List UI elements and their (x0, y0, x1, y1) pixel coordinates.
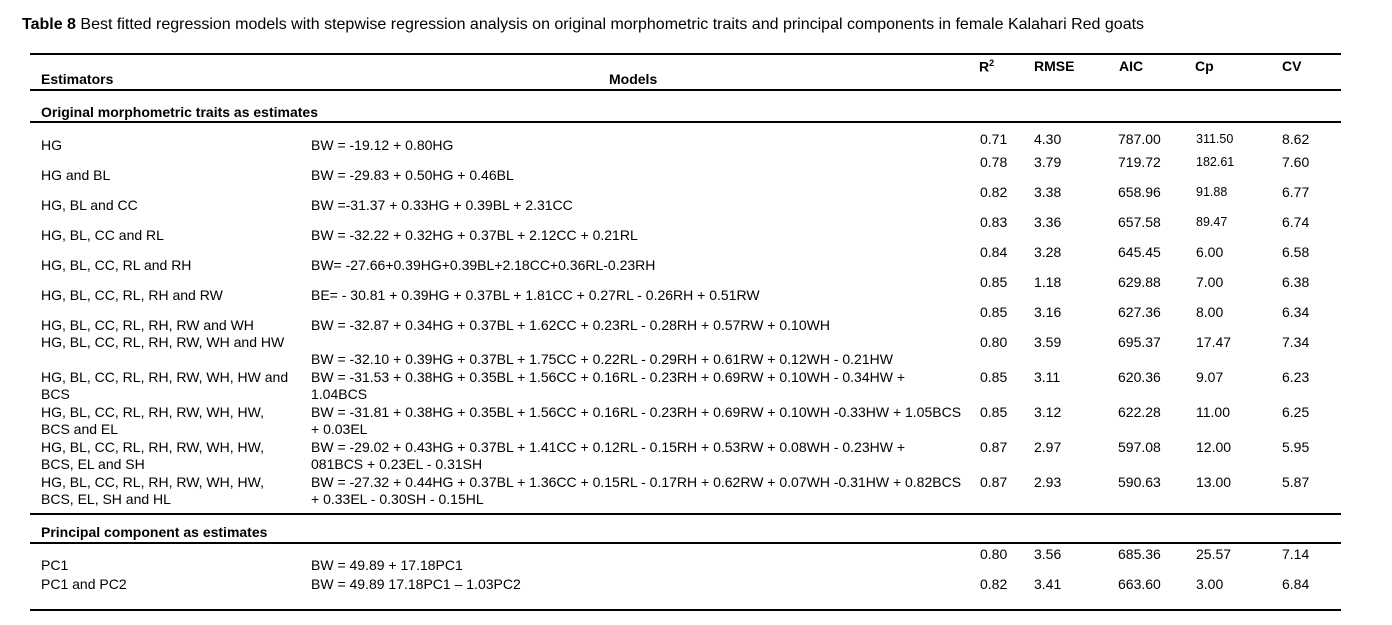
table-row-cp: 89.47 (1196, 215, 1228, 229)
table-row-cv: 7.34 (1282, 334, 1310, 350)
table-row-model: BW = -31.53 + 0.38HG + 0.35BL + 1.56CC + 0.16RL - 0.23RH + 0.69RW + 0.10WH - 0.34HW + 1.04BCS (311, 369, 906, 402)
table-row-model: BW = -29.02 + 0.43HG + 0.37BL + 1.41CC + 0.12RL - 0.15RH + 0.53RW + 0.08WH - 0.23HW + 081BCS + 0.23EL - 0.31SH (311, 439, 906, 472)
table-row-r2: 0.85 (980, 304, 1008, 320)
table-row-estimator: PC1 (41, 557, 69, 573)
table-row-cv: 6.77 (1282, 184, 1310, 200)
table-row-estimator: HG and BL (41, 167, 111, 183)
table-row-rmse: 3.11 (1034, 369, 1061, 385)
header-rmse: RMSE (1034, 58, 1075, 74)
top-rule-thick (30, 53, 1341, 55)
table-row-r2: 0.80 (980, 334, 1008, 350)
table-row-cv: 5.87 (1282, 474, 1310, 490)
table-row-aic: 629.88 (1118, 274, 1161, 290)
table-row-rmse: 3.38 (1034, 184, 1062, 200)
table-row-r2: 0.85 (980, 369, 1008, 385)
header-aic: AIC (1119, 58, 1144, 74)
table-row-cp: 13.00 (1196, 474, 1232, 490)
table-row-cp: 3.00 (1196, 576, 1224, 592)
table-row-cv: 6.34 (1282, 304, 1310, 320)
table-row-aic: 645.45 (1118, 244, 1161, 260)
table-row-rmse: 3.16 (1034, 304, 1062, 320)
table-row-rmse: 2.93 (1034, 474, 1062, 490)
table-row-r2: 0.85 (980, 404, 1008, 420)
table-row-estimator: HG, BL and CC (41, 197, 138, 213)
table-row-model: BW = -32.87 + 0.34HG + 0.37BL + 1.62CC + 0.23RL - 0.28RH + 0.57RW + 0.10WH (311, 317, 830, 333)
table-row-cv: 6.23 (1282, 369, 1310, 385)
table-row-estimator: HG, BL, CC, RL, RH, RW, WH, HW, BCS, EL and SH (41, 439, 264, 472)
header-estimators: Estimators (41, 71, 114, 87)
table-row-rmse: 3.41 (1034, 576, 1062, 592)
table-row-cv: 6.25 (1282, 404, 1310, 420)
table-row-r2: 0.84 (980, 244, 1008, 260)
table-row-rmse: 3.12 (1034, 404, 1062, 420)
table-row-aic: 719.72 (1118, 154, 1161, 170)
table-row-cp: 12.00 (1196, 439, 1232, 455)
section2-rule (30, 542, 1341, 544)
header-rule (30, 89, 1341, 91)
table-row-estimator: HG, BL, CC, RL, RH, RW, WH, HW, BCS and EL (41, 404, 264, 437)
table-row-rmse: 1.18 (1034, 274, 1062, 290)
table-row-estimator: HG, BL, CC, RL, RH, RW, WH, HW, BCS, EL, SH and HL (41, 474, 264, 507)
table-row-aic: 620.36 (1118, 369, 1161, 385)
table-row-model: BW = -32.22 + 0.32HG + 0.37BL + 2.12CC + 0.21RL (311, 227, 638, 243)
header-r2 (979, 58, 994, 75)
table-row-aic: 627.36 (1118, 304, 1161, 320)
table-row-estimator: HG (41, 137, 62, 153)
table-row-model: BW= -27.66+0.39HG+0.39BL+2.18CC+0.36RL-0.23RH (311, 257, 656, 273)
table-caption-label: Table 8 (22, 16, 76, 33)
table-row-rmse: 4.30 (1034, 131, 1062, 147)
table-row-model: BW = 49.89 + 17.18PC1 (311, 557, 463, 573)
table-row-cp: 311.50 (1196, 132, 1234, 146)
table-row-rmse: 3.36 (1034, 214, 1062, 230)
table-row-cv: 7.60 (1282, 154, 1310, 170)
table-row-r2: 0.87 (980, 439, 1008, 455)
table-row-r2: 0.82 (980, 576, 1008, 592)
table-row-estimator: HG, BL, CC, RL, RH and RW (41, 287, 223, 303)
table-row-model: BW =-31.37 + 0.33HG + 0.39BL + 2.31CC (311, 197, 573, 213)
table-row-estimator: PC1 and PC2 (41, 576, 127, 592)
table-row-rmse: 3.56 (1034, 546, 1062, 562)
table-row-aic: 695.37 (1118, 334, 1161, 350)
table-row-estimator: HG, BL, CC, RL and RH (41, 257, 192, 273)
table-row-cv: 6.58 (1282, 244, 1310, 260)
table-row-cp: 17.47 (1196, 334, 1232, 350)
table-row-r2: 0.71 (980, 131, 1008, 147)
table-row-r2: 0.85 (980, 274, 1008, 290)
table-row-aic: 590.63 (1118, 474, 1161, 490)
table-row-cv: 6.84 (1282, 576, 1310, 592)
table-row-cv: 8.62 (1282, 131, 1310, 147)
table-row-aic: 657.58 (1118, 214, 1161, 230)
table-row-r2: 0.78 (980, 154, 1008, 170)
section2-top-rule (30, 513, 1341, 515)
table-row-cv: 7.14 (1282, 546, 1310, 562)
table-row-estimator: HG, BL, CC, RL, RH, RW, WH, HW and BCS (41, 369, 289, 402)
table-row-model: BW = -19.12 + 0.80HG (311, 137, 454, 153)
table-row-cp: 6.00 (1196, 244, 1224, 260)
section-principal-title: Principal component as estimates (41, 524, 268, 540)
table-row-model: BW = -27.32 + 0.44HG + 0.37BL + 1.36CC + 0.15RL - 0.17RH + 0.62RW + 0.07WH -0.31HW + 0.82BCS + 0.33EL - 0.30SH - 0.15HL (311, 474, 962, 507)
table-row-r2: 0.87 (980, 474, 1008, 490)
table-row-estimator: HG, BL, CC, RL, RH, RW and WH (41, 317, 254, 333)
table-row-cv: 5.95 (1282, 439, 1310, 455)
table-row-cp: 9.07 (1196, 369, 1224, 385)
table-row-r2: 0.80 (980, 546, 1008, 562)
table-row-cp: 7.00 (1196, 274, 1224, 290)
table-row-cp: 8.00 (1196, 304, 1224, 320)
table-row-model: BW = 49.89 17.18PC1 – 1.03PC2 (311, 576, 521, 592)
table-row-model: BW = -31.81 + 0.38HG + 0.35BL + 1.56CC + 0.16RL - 0.23RH + 0.69RW + 0.10WH -0.33HW + 1.05BCS + 0.03EL (311, 404, 962, 437)
table-row-r2: 0.83 (980, 214, 1008, 230)
table-row-aic: 685.36 (1118, 546, 1161, 562)
table-row-model: BW = -32.10 + 0.39HG + 0.37BL + 1.75CC + 0.22RL - 0.29RH + 0.61RW + 0.12WH - 0.21HW (311, 351, 893, 367)
table-row-aic: 597.08 (1118, 439, 1161, 455)
table-row-cp: 25.57 (1196, 546, 1232, 562)
table-row-model: BW = -29.83 + 0.50HG + 0.46BL (311, 167, 514, 183)
table-row-cv: 6.38 (1282, 274, 1310, 290)
table-caption-text: Best fitted regression models with stepwise regression analysis on original morphometric traits and principal components in female Kalahari Red goats (80, 16, 1145, 33)
bottom-rule (30, 609, 1341, 611)
table-row-aic: 658.96 (1118, 184, 1161, 200)
table-caption (22, 16, 1144, 34)
table-row-aic: 787.00 (1118, 131, 1161, 147)
table-row-cp: 182.61 (1196, 155, 1235, 169)
table-row-estimator: HG, BL, CC, RL, RH, RW, WH and HW (41, 334, 285, 350)
header-cp: Cp (1195, 58, 1214, 74)
table-row-estimator: HG, BL, CC and RL (41, 227, 164, 243)
table-row-cp: 91.88 (1196, 185, 1228, 199)
table-row-aic: 622.28 (1118, 404, 1161, 420)
header-cv: CV (1282, 58, 1302, 74)
header-r2-base: R (979, 58, 990, 75)
table-row-cv: 6.74 (1282, 214, 1310, 230)
table-row-rmse: 3.59 (1034, 334, 1062, 350)
table-row-rmse: 2.97 (1034, 439, 1062, 455)
table-row-r2: 0.82 (980, 184, 1008, 200)
table-row-model: BE= - 30.81 + 0.39HG + 0.37BL + 1.81CC + 0.27RL - 0.26RH + 0.51RW (311, 287, 760, 303)
table-row-cp: 11.00 (1196, 404, 1230, 420)
table-row-rmse: 3.28 (1034, 244, 1062, 260)
table-row-rmse: 3.79 (1034, 154, 1062, 170)
header-r2-sup: 2 (989, 58, 995, 68)
section1-rule (30, 121, 1341, 123)
table-row-aic: 663.60 (1118, 576, 1161, 592)
section-original-title: Original morphometric traits as estimates (41, 104, 318, 120)
header-models: Models (609, 71, 658, 87)
